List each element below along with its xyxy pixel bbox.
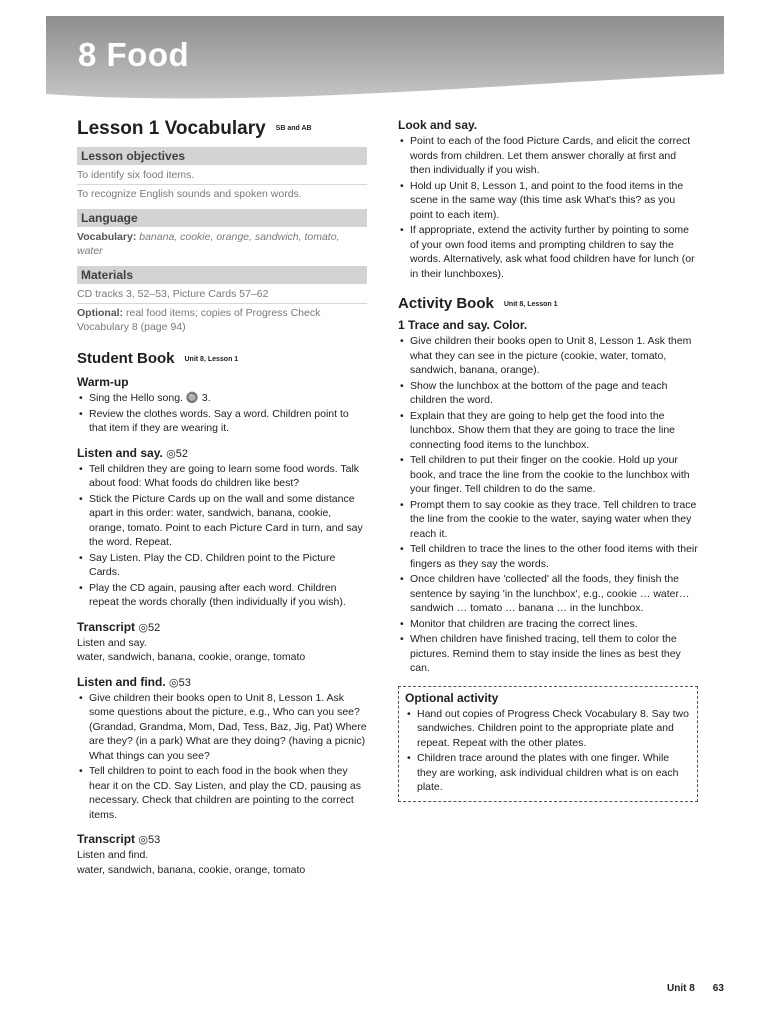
right-column xyxy=(398,118,698,802)
student-book-heading xyxy=(77,350,367,367)
transcript-title: Transcript xyxy=(77,832,136,846)
track-number: 53 xyxy=(147,834,161,846)
listen-say-title: Listen and say. xyxy=(77,445,163,460)
transcript-line: Listen and find. xyxy=(77,849,149,861)
trace-list xyxy=(398,334,698,676)
look-say-title: Look and say. xyxy=(398,118,478,132)
chapter-banner xyxy=(46,16,724,104)
vocabulary-label: Vocabulary: xyxy=(77,231,137,243)
trace-title: 1 Trace and say. Color. xyxy=(398,318,528,332)
listen-say-list xyxy=(77,462,367,610)
language-header: Language xyxy=(77,209,367,227)
objective-line: To identify six food items. xyxy=(77,166,367,185)
optional-activity-list xyxy=(405,707,691,795)
listen-find-heading xyxy=(77,675,367,689)
transcript-line: water, sandwich, banana, cookie, orange, tomato xyxy=(77,863,306,876)
list-item: • Give children their books open to Unit 8, Lesson 1. Ask some questions about the picture, e.g., Who can you see? (Grandad, Grandma, Mom, Dad, Tess, Baz, Jig, Pat) Where are they? (in a park) What are they doing? (having a picnic) What things can you see? xyxy=(89,691,367,764)
list-item: • Sing the Hello song. 🔘 3. xyxy=(89,391,367,406)
lesson-title xyxy=(77,118,367,140)
list-item: • Prompt them to say cookie as they trace. Tell children to trace the line from the cookie to the water, saying water when they reach it. xyxy=(410,498,698,542)
vocabulary-words: banana, cookie, orange, sandwich, tomato, water xyxy=(77,231,340,257)
listen-find-title: Listen and find. xyxy=(77,674,166,689)
transcript-title: Transcript xyxy=(77,619,136,634)
list-item: • Give children their books open to Unit 8, Lesson 1. Ask them what they can see in the picture (cookie, water, tomato, sandwich, banana, orange). xyxy=(410,334,698,378)
list-item: • Monitor that children are tracing the correct lines. xyxy=(410,617,698,632)
optional-materials-line xyxy=(77,304,367,336)
cd-icon: ◎ xyxy=(138,834,148,846)
transcript-heading xyxy=(77,832,367,846)
listen-say-heading xyxy=(77,446,367,460)
student-book-tag: Unit 8, Lesson 1 xyxy=(184,355,239,363)
cd-icon: ◎ xyxy=(138,621,148,634)
optional-activity-title: Optional activity xyxy=(405,690,499,705)
warmup-list xyxy=(77,391,367,436)
transcript-line: Listen and say. xyxy=(77,636,147,649)
optional-label: Optional: xyxy=(77,307,124,319)
list-item: • Children trace around the plates with one finger. While they are working, ask individual children what is on each plate. xyxy=(417,751,691,795)
materials-line: CD tracks 3, 52–53, Picture Cards 57–62 xyxy=(77,285,367,304)
language-box xyxy=(77,209,367,260)
cd-icon: ◎ xyxy=(169,676,179,689)
chapter-title: 8 Food xyxy=(78,36,190,73)
lesson-tag: SB and AB xyxy=(275,125,312,133)
list-item: • Tell children to put their finger on the cookie. Hold up your book, and trace the line from the cookie to the lunchbox with your finger. Tell children to do the same. xyxy=(410,453,698,497)
cd-icon: ◎ xyxy=(166,447,176,460)
warmup-title: Warm-up xyxy=(77,375,129,389)
activity-book-heading xyxy=(398,295,698,312)
transcript-heading xyxy=(77,620,367,634)
left-column xyxy=(77,118,367,877)
list-item: • Play the CD again, pausing after each word. Children repeat the words chorally (then individually if you wish). xyxy=(89,581,367,610)
list-item: • Tell children to trace the lines to the other food items with their fingers as they say the words. xyxy=(410,542,698,571)
materials-box xyxy=(77,266,367,336)
materials-header: Materials xyxy=(77,266,367,284)
look-say-list xyxy=(398,134,698,281)
transcript-line: water, sandwich, banana, cookie, orange, tomato xyxy=(77,651,306,663)
list-item: • Once children have 'collected' all the foods, they finish the sentence by saying 'in the lunchbox', e.g., cookie … water… sandwich … tomato … banana … in the lunchbox. xyxy=(410,572,698,616)
objective-line: To recognize English sounds and spoken words. xyxy=(77,188,302,200)
page-number: 63 xyxy=(712,983,724,994)
list-item: • Review the clothes words. Say a word. Children point to that item if they are wearing it. xyxy=(89,407,367,436)
vocabulary-line xyxy=(77,228,367,260)
list-item: • Tell children to point to each food in the book when they hear it on the CD. Say Listen, and play the CD, pausing as necessary. Check that children are pointing to the correct items. xyxy=(89,764,367,822)
list-item: • Hand out copies of Progress Check Vocabulary 8. Say two sandwiches. Children point to the appropriate plate and repeat. Repeat with the other plates. xyxy=(417,707,691,751)
list-item: • Explain that they are going to help get the food into the lunchbox. Show them that they are going to trace the line connecting food items to the lunchbox. xyxy=(410,409,698,453)
list-item: • If appropriate, extend the activity further by pointing to some of your own food items and prompting children to say the words. Alternatively, ask what food children have for lunch (or in their lunchboxes). xyxy=(410,223,698,281)
list-item: • Show the lunchbox at the bottom of the page and teach children the word. xyxy=(410,379,698,408)
list-item: • Tell children they are going to learn some food words. Talk about food: What foods do children like best? xyxy=(89,462,367,491)
optional-activity-box xyxy=(398,686,698,802)
student-book-title: Student Book xyxy=(77,350,175,367)
list-item: • When children have finished tracing, tell them to color the pictures. Remind them to stay inside the lines as best they can. xyxy=(410,632,698,676)
listen-find-list xyxy=(77,691,367,823)
objectives-header: Lesson objectives xyxy=(77,147,367,165)
list-item: • Stick the Picture Cards up on the wall and some distance apart in this order: water, sandwich, banana, cookie, orange, tomato. Point to each Picture Card in turn, and say the word. Repeat. xyxy=(89,492,367,550)
track-number: 52 xyxy=(147,621,161,634)
list-item: • Say Listen. Play the CD. Children point to the Picture Cards. xyxy=(89,551,367,580)
activity-book-tag: Unit 8, Lesson 1 xyxy=(503,300,558,308)
lesson-title-text: Lesson 1 Vocabulary xyxy=(77,118,266,139)
footer-unit: Unit 8 xyxy=(667,983,695,994)
objectives-box xyxy=(77,147,367,203)
list-item: • Hold up Unit 8, Lesson 1, and point to the food items in the scene in the same way (this time ask What's this? as you point to each item). xyxy=(410,179,698,223)
track-number: 52 xyxy=(175,447,189,460)
activity-book-title: Activity Book xyxy=(398,295,494,312)
list-item: • Point to each of the food Picture Cards, and elicit the correct words from children. Let them answer chorally at first and then individually if you wish. xyxy=(410,134,698,178)
optional-materials-text: real food items; copies of Progress Check Vocabulary 8 (page 94) xyxy=(77,307,321,333)
page-footer xyxy=(667,983,742,994)
track-number: 53 xyxy=(178,676,191,689)
